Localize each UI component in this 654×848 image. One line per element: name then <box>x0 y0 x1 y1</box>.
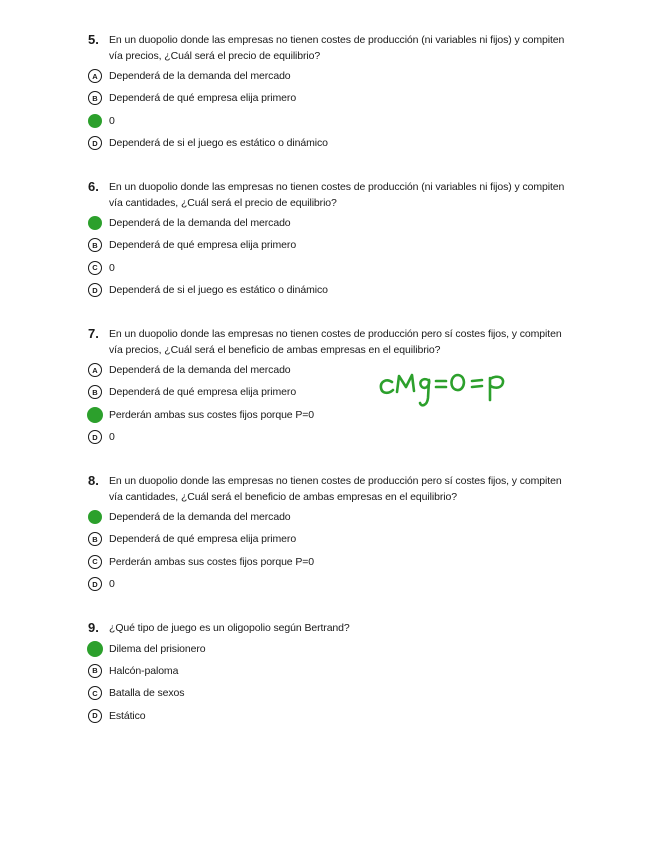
question-text: En un duopolio donde las empresas no tienen costes de producción pero sí costes fijos, y compiten vía cantidades, ¿Cuál será el beneficio de ambas empresas en el equilibrio? <box>109 475 562 503</box>
option-letter-badge: C <box>88 686 102 700</box>
question-9 <box>88 621 578 727</box>
question-text: En un duopolio donde las empresas no tienen costes de producción pero sí costes fijos, y compiten vía precios, ¿Cuál será el beneficio de ambas empresas en el equilibrio? <box>109 328 562 356</box>
note-stroke-equals-2 <box>472 380 482 387</box>
option-text: Dependerá de la demanda del mercado <box>109 70 291 83</box>
option-text: 0 <box>109 261 115 274</box>
note-stroke-equals-1 <box>436 381 446 387</box>
question-number: 6. <box>88 179 99 194</box>
question-8 <box>88 474 578 595</box>
options-list <box>88 65 578 154</box>
option-text: Perderán ambas sus costes fijos porque P=0 <box>109 555 315 568</box>
question-header <box>88 33 578 64</box>
option-d[interactable] <box>88 573 578 595</box>
option-text: Dependerá de la demanda del mercado <box>109 364 291 377</box>
option-text: Batalla de sexos <box>109 687 185 700</box>
option-b[interactable] <box>88 234 578 256</box>
option-text: 0 <box>109 431 115 444</box>
note-stroke-g <box>420 379 429 405</box>
question-header <box>88 621 578 637</box>
option-b[interactable] <box>88 528 578 550</box>
question-number: 8. <box>88 473 99 488</box>
handwritten-note <box>378 370 514 414</box>
question-header <box>88 474 578 505</box>
selected-answer-mark <box>87 641 103 657</box>
option-text: Halcón-paloma <box>109 664 179 677</box>
selected-answer-mark <box>87 407 103 423</box>
option-text: Dependerá de qué empresa elija primero <box>109 92 297 105</box>
option-text: Dependerá de qué empresa elija primero <box>109 386 297 399</box>
option-text: 0 <box>109 578 115 591</box>
option-a-selected[interactable] <box>88 638 578 660</box>
question-6 <box>88 180 578 301</box>
option-text: Dilema del prisionero <box>109 642 206 655</box>
note-stroke-zero <box>451 375 463 390</box>
option-c-selected[interactable] <box>88 110 578 132</box>
option-b[interactable] <box>88 87 578 109</box>
option-letter-badge: C <box>88 261 102 275</box>
option-letter-badge: C <box>88 555 102 569</box>
note-stroke-c <box>381 380 393 392</box>
question-header <box>88 180 578 211</box>
option-letter-badge: A <box>88 363 102 377</box>
option-c[interactable] <box>88 257 578 279</box>
note-stroke-m <box>397 375 414 392</box>
selected-answer-mark <box>88 510 102 524</box>
option-c[interactable] <box>88 682 578 704</box>
question-number: 9. <box>88 620 99 635</box>
option-d[interactable] <box>88 704 578 726</box>
option-letter-badge: B <box>88 385 102 399</box>
option-letter-badge: D <box>88 430 102 444</box>
option-a[interactable] <box>88 65 578 87</box>
question-header <box>88 327 578 358</box>
option-text: Perderán ambas sus costes fijos porque P=0 <box>109 408 315 421</box>
option-text: Dependerá de la demanda del mercado <box>109 217 291 230</box>
option-d[interactable] <box>88 279 578 301</box>
option-d[interactable] <box>88 426 578 448</box>
option-text: Dependerá de qué empresa elija primero <box>109 239 297 252</box>
option-letter-badge: B <box>88 91 102 105</box>
option-b[interactable] <box>88 660 578 682</box>
option-text: Dependerá de si el juego es estático o dinámico <box>109 137 328 150</box>
option-d[interactable] <box>88 132 578 154</box>
option-text: Dependerá de si el juego es estático o dinámico <box>109 284 328 297</box>
options-list <box>88 638 578 727</box>
question-number: 7. <box>88 326 99 341</box>
option-a-selected[interactable] <box>88 506 578 528</box>
option-text: Estático <box>109 709 146 722</box>
option-letter-badge: A <box>88 69 102 83</box>
selected-answer-mark <box>88 216 102 230</box>
option-text: Dependerá de qué empresa elija primero <box>109 533 297 546</box>
options-list <box>88 506 578 595</box>
option-a-selected[interactable] <box>88 212 578 234</box>
question-number: 5. <box>88 32 99 47</box>
option-letter-badge: D <box>88 283 102 297</box>
option-letter-badge: D <box>88 577 102 591</box>
note-stroke-p <box>490 377 503 400</box>
option-text: 0 <box>109 114 115 127</box>
options-list <box>88 212 578 301</box>
option-c[interactable] <box>88 551 578 573</box>
option-text: Dependerá de la demanda del mercado <box>109 511 291 524</box>
option-letter-badge: B <box>88 664 102 678</box>
question-5 <box>88 33 578 154</box>
option-letter-badge: D <box>88 136 102 150</box>
option-letter-badge: D <box>88 709 102 723</box>
option-letter-badge: B <box>88 532 102 546</box>
selected-answer-mark <box>88 114 102 128</box>
question-text: En un duopolio donde las empresas no tienen costes de producción (ni variables ni fijos) y compiten vía precios, ¿Cuál será el precio de equilibrio? <box>109 34 565 62</box>
question-text: ¿Qué tipo de juego es un oligopolio según Bertrand? <box>109 622 350 634</box>
question-text: En un duopolio donde las empresas no tienen costes de producción (ni variables ni fijos) y compiten vía cantidades, ¿Cuál será el precio de equilibrio? <box>109 181 565 209</box>
option-letter-badge: B <box>88 238 102 252</box>
